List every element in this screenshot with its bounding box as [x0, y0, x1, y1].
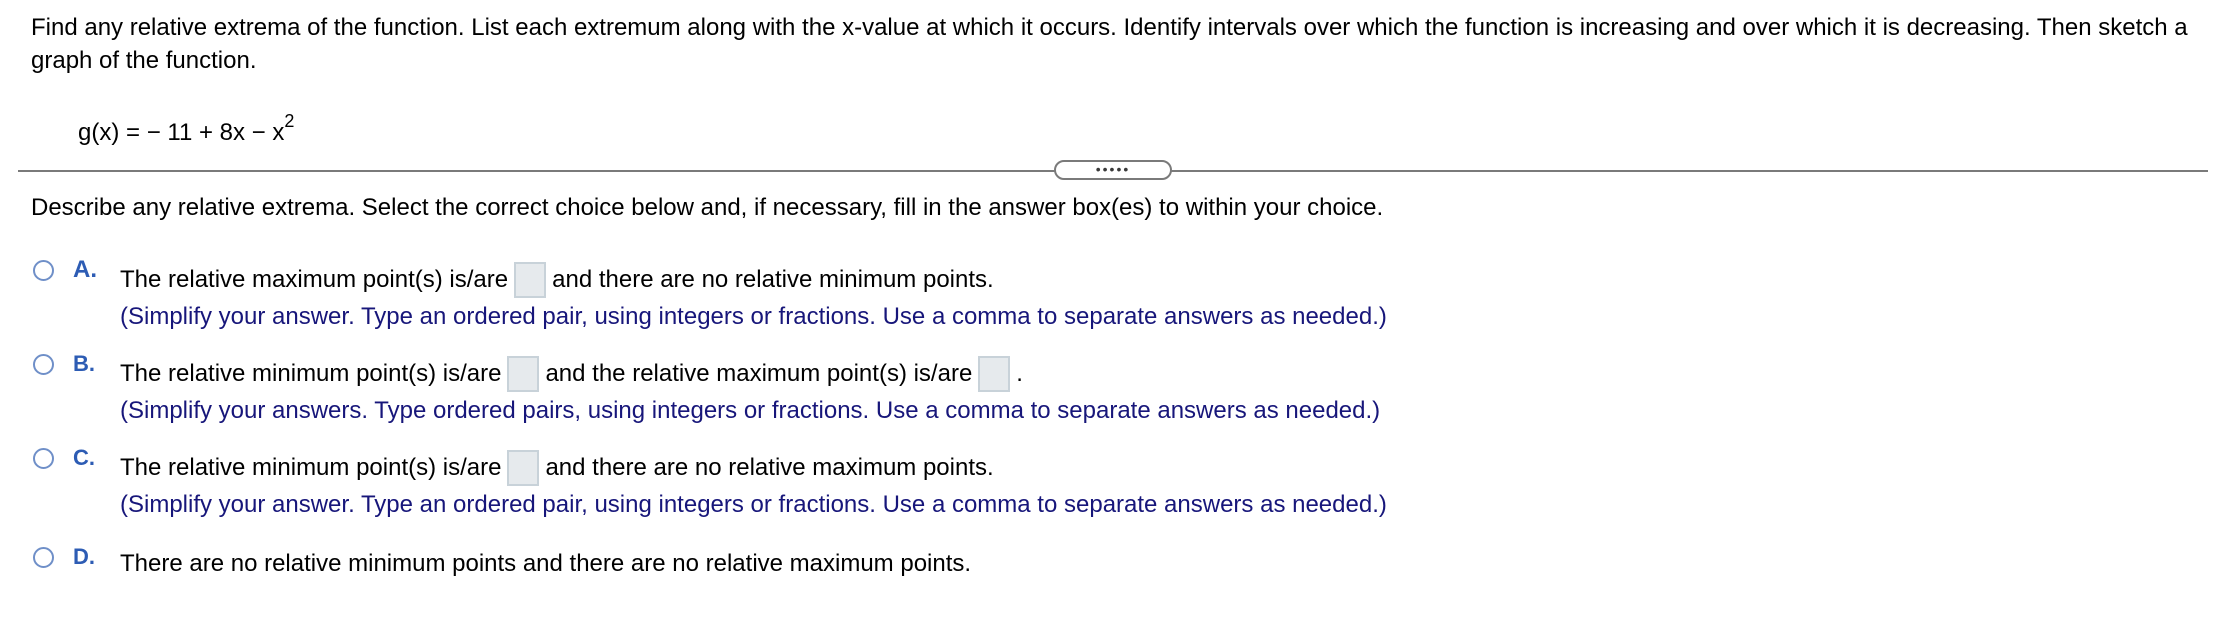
function-expression [78, 110, 294, 148]
choice-a-hint: (Simplify your answer. Type an ordered pair, using integers or fractions. Use a comma to separate answers as needed.) [120, 303, 1387, 330]
answer-box-b-minimum[interactable] [507, 356, 539, 392]
choice-a-text-after: and there are no relative minimum points. [552, 266, 994, 293]
function-lhs: g(x) = [78, 119, 147, 146]
radio-choice-c[interactable] [33, 448, 54, 469]
choice-letter-a: A. [73, 256, 97, 283]
choice-d-text: There are no relative minimum points and there are no relative maximum points. [120, 550, 972, 577]
choice-c-text [120, 450, 994, 486]
choice-b-text [120, 356, 1023, 392]
choice-c-text-before: The relative minimum point(s) is/are [120, 454, 502, 481]
choice-c-text-after: and there are no relative maximum points. [545, 454, 994, 481]
choice-letter-d: D. [73, 544, 95, 569]
radio-choice-d[interactable] [33, 547, 54, 568]
radio-choice-a[interactable] [33, 260, 54, 281]
answer-box-c[interactable] [507, 450, 539, 486]
choice-b-text-before: The relative minimum point(s) is/are [120, 360, 502, 387]
answer-box-a[interactable] [514, 262, 546, 298]
choice-letter-c: C. [73, 445, 95, 470]
choice-letter-b: B. [73, 351, 95, 376]
function-rhs: − 11 + 8x − x [146, 119, 285, 146]
radio-choice-b[interactable] [33, 354, 54, 375]
choice-b-text-middle: and the relative maximum point(s) is/are [545, 360, 973, 387]
expand-collapse-button[interactable]: ••••• [1054, 160, 1172, 180]
function-exponent: 2 [284, 111, 295, 131]
instruction-text: Describe any relative extrema. Select the correct choice below and, if necessary, fill in the answer box(es) to within your choice. [31, 194, 1384, 221]
question-text: Find any relative extrema of the function. List each extremum along with the x-value at which it occurs. Identify intervals over which the function is increasing and over which it is decreasing. Then sketch a graph of the function. [31, 14, 2188, 74]
choice-c-hint: (Simplify your answer. Type an ordered pair, using integers or fractions. Use a comma to separate answers as needed.) [120, 491, 1387, 518]
choice-b-hint: (Simplify your answers. Type ordered pairs, using integers or fractions. Use a comma to separate answers as needed.) [120, 397, 1381, 424]
choice-b-text-after: . [1016, 360, 1023, 387]
choice-a-text [120, 262, 994, 298]
choice-a-text-before: The relative maximum point(s) is/are [120, 266, 509, 293]
answer-box-b-maximum[interactable] [978, 356, 1010, 392]
